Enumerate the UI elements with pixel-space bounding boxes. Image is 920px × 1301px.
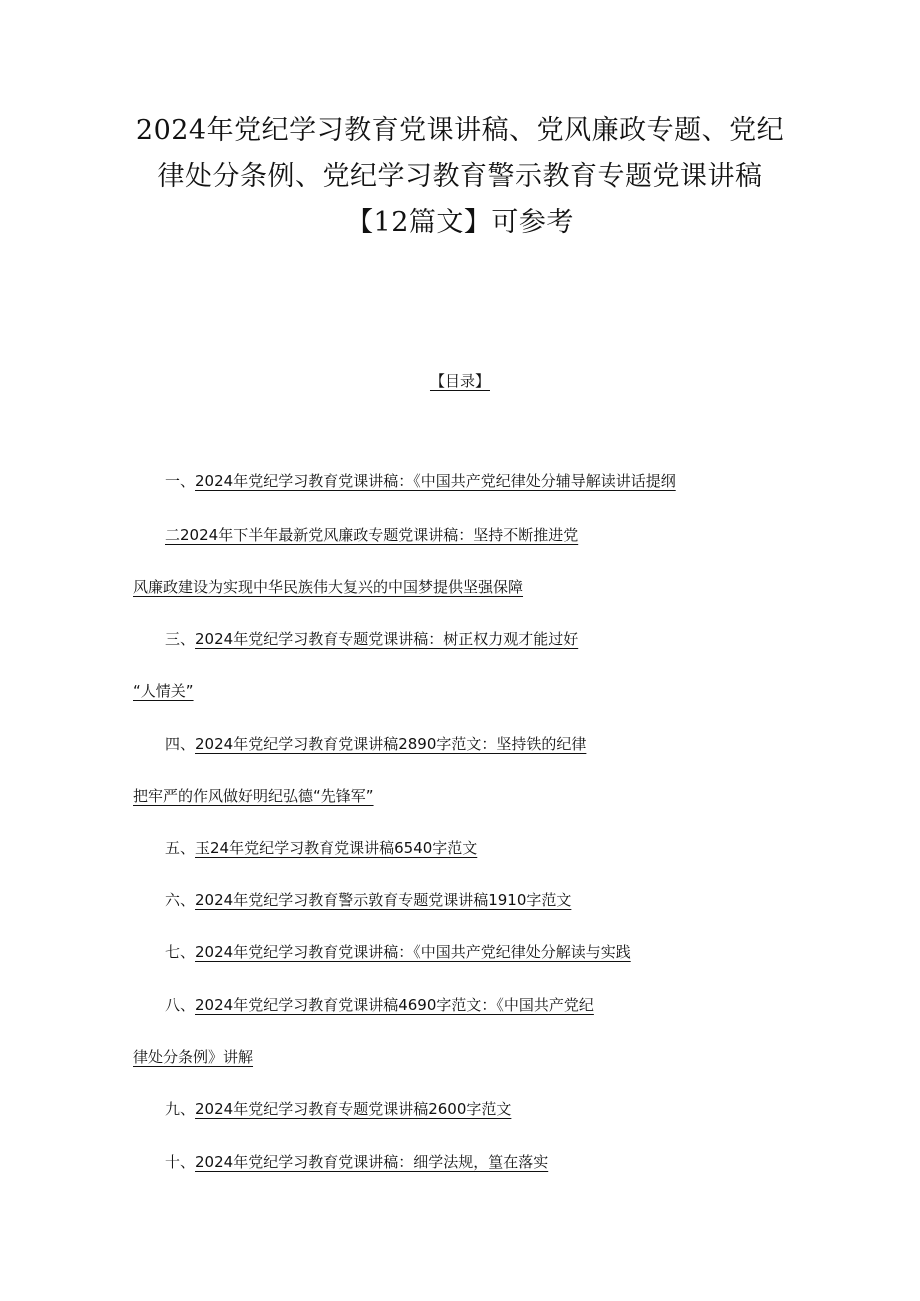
toc-entry-link[interactable]: 2024年党纪学习教育党课讲稿4690字范文：《中国共产党纪 bbox=[195, 996, 594, 1014]
toc-entry-prefix: 三、 bbox=[165, 630, 196, 648]
toc-entry-prefix: 五、 bbox=[165, 839, 196, 857]
toc-entry-1[interactable] bbox=[165, 470, 676, 492]
toc-entry-prefix: 七、 bbox=[165, 943, 196, 961]
toc-entry-2-continued[interactable] bbox=[133, 576, 523, 598]
toc-entry-10[interactable] bbox=[165, 1151, 548, 1173]
toc-entry-8-continued[interactable] bbox=[133, 1046, 253, 1068]
toc-entry-2[interactable] bbox=[165, 524, 578, 546]
toc-entry-link[interactable]: 2024年下半年最新党风廉政专题党课讲稿：坚持不断推进党 bbox=[180, 526, 579, 544]
toc-entry-prefix: 六、 bbox=[165, 891, 196, 909]
toc-entry-link[interactable]: 2024年党纪学习教育党课讲稿：《中国共产党纪律处分辅导解读讲话提纲 bbox=[195, 472, 676, 490]
toc-entry-7[interactable] bbox=[165, 941, 631, 963]
toc-entry-5[interactable] bbox=[165, 837, 477, 859]
document-title bbox=[110, 108, 810, 246]
title-line-1: 2024年党纪学习教育党课讲稿、党风廉政专题、党纪 bbox=[135, 115, 785, 146]
toc-entry-link[interactable]: 律处分条例》讲解 bbox=[133, 1048, 254, 1066]
toc-entry-link[interactable]: 2024年党纪学习教育专题党课讲稿2600字范文 bbox=[195, 1100, 512, 1118]
toc-entry-link[interactable]: 2024年党纪学习教育党课讲稿：细学法规，篁在落实 bbox=[195, 1153, 549, 1171]
toc-entry-8[interactable] bbox=[165, 994, 594, 1016]
toc-entry-link[interactable]: 风廉政建设为实现中华民族伟大复兴的中国梦提供坚强保障 bbox=[133, 578, 524, 596]
toc-entry-9[interactable] bbox=[165, 1098, 511, 1120]
toc-entry-link[interactable]: 2024年党纪学习教育警示敦育专题党课讲稿1910字范文 bbox=[195, 891, 572, 909]
toc-entry-6[interactable] bbox=[165, 889, 571, 911]
toc-entry-link[interactable]: 2024年党纪学习教育专题党课讲稿：树正权力观才能过好 bbox=[195, 630, 579, 648]
toc-entry-link[interactable]: 2024年党纪学习教育党课讲稿2890字范文：坚持铁的纪律 bbox=[195, 735, 587, 753]
title-line-3: 【12篇文】可参考 bbox=[346, 207, 574, 238]
toc-entry-link[interactable]: 把牢严的作风做好明纪弘德“先锋军” bbox=[133, 787, 374, 805]
toc-entry-4-continued[interactable] bbox=[133, 785, 374, 807]
toc-entry-3-continued[interactable] bbox=[133, 680, 194, 702]
toc-entry-link[interactable]: 玉24年党纪学习教育党课讲稿6540字范文 bbox=[195, 839, 478, 857]
toc-entry-prefix: 八、 bbox=[165, 996, 196, 1014]
toc-entry-4[interactable] bbox=[165, 733, 586, 755]
toc-entry-link[interactable]: “人情关” bbox=[133, 682, 194, 700]
toc-entry-prefix: 二 bbox=[165, 526, 181, 544]
toc-entry-link[interactable]: 2024年党纪学习教育党课讲稿：《中国共产党纪律处分解读与实践 bbox=[195, 943, 631, 961]
title-line-2: 律处分条例、党纪学习教育警示教育专题党课讲稿 bbox=[157, 161, 763, 192]
toc-entry-prefix: 九、 bbox=[165, 1100, 196, 1118]
toc-entry-prefix: 四、 bbox=[165, 735, 196, 753]
toc-heading-text: 【目录】 bbox=[429, 372, 490, 390]
toc-entry-3[interactable] bbox=[165, 628, 578, 650]
toc-heading bbox=[0, 370, 920, 392]
toc-entry-prefix: 十、 bbox=[165, 1153, 196, 1171]
toc-entry-prefix: 一、 bbox=[165, 472, 196, 490]
